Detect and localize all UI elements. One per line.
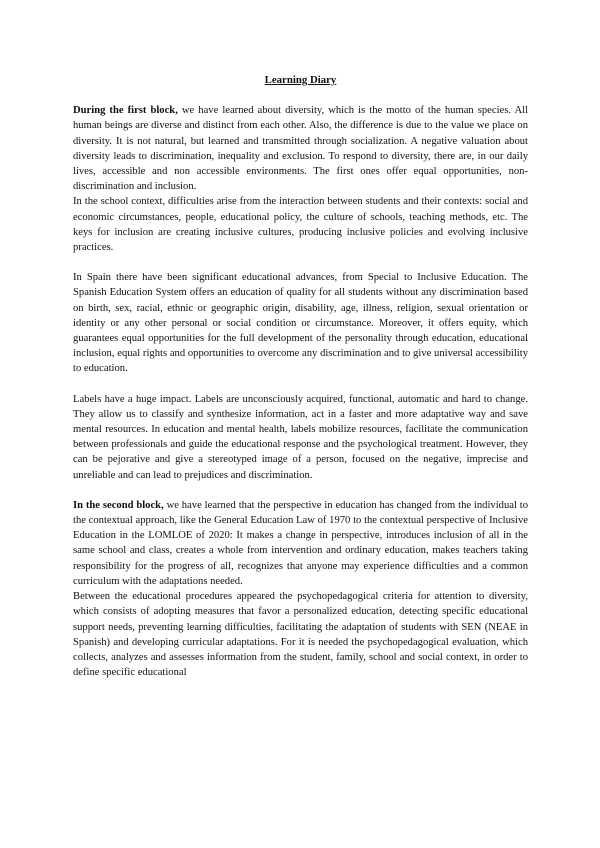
paragraph-second-block bbox=[73, 498, 528, 589]
paragraph-first-block bbox=[73, 103, 528, 194]
paragraph-school-context: In the school context, difficulties arise from the interaction between students and their contexts: social and economic circumstances, people, educational policy, the culture of schools, teaching methods, etc. The keys for inclusion are creating inclusive cultures, producing inclusive policies and evolving inclusive practices. bbox=[73, 196, 528, 254]
paragraph-labels: Labels have a huge impact. Labels are unconsciously acquired, functional, automatic and hard to change. They allow us to classify and synthesize information, act in a faster and more adaptative way and save mental resources. In education and mental health, labels mobilize resources, facilitate the communication between professionals and guide the educational response and the psychological treatment. However, they can be pejorative and give a stereotyped image of a person, focused on the negative, imprecise and unreliable and can lead to prejudices and discrimination. bbox=[73, 393, 528, 481]
document-title: Learning Diary bbox=[264, 74, 337, 86]
paragraph-gap bbox=[73, 377, 528, 392]
paragraph-gap bbox=[73, 483, 528, 498]
paragraph-text: we have learned about diversity, which is the motto of the human species. All human beings are diverse and distinct from each other. Also, the difference is due to the value we place on diversity. It is not natural, but learned and transmitted through socialization. A negative valuation about diversity leads to discrimination, inequality and exclusion. To respond to diversity, there are, in our daily lives, accessible and non accessible environments. The first ones offer equal opportunities, non-discrimination and inclusion. bbox=[73, 105, 529, 193]
paragraph-lead-second-block: In the second block, bbox=[73, 499, 164, 511]
paragraph-lead-first-block: During the first block, bbox=[73, 105, 178, 117]
document-page bbox=[73, 73, 528, 680]
paragraph-gap bbox=[73, 255, 528, 270]
paragraph-text: we have learned that the perspective in education has changed from the individual to the contextual approach, like the General Education Law of 1970 to the contextual perspective of Inclusive Education in the LOMLOE of 2020: It makes a change in perspective, introduces inclusion of all in the same school and class, creates a whole from intervention and ordinary education, makes teachers taking responsibility for the progress of all, recognizes that anyone may experience difficulties and a common curriculum with the adaptations needed. bbox=[73, 499, 529, 587]
paragraph-spain: In Spain there have been significant educational advances, from Special to Inclusive Education. The Spanish Education System offers an education of quality for all students without any discrimination based on birth, sex, racial, ethnic or geographic origin, disability, age, illness, religion, sexual orientation or identity or any other personal or social condition or circumstance. Moreover, it offers equity, which guarantees equal opportunities for the full development of the personality through education, educational inclusion, equal rights and opportunities to overcome any discrimination and to give universal accessibility to education. bbox=[73, 272, 528, 375]
paragraph-procedures: Between the educational procedures appeared the psychopedagogical criteria for attention to diversity, which consists of adopting measures that favor a personalized education, detecting specific educational support needs, preventing learning difficulties, facilitating the adaptation of students with SEN (NEAE in Spanish) and developing curricular adaptations. For it is needed the psychopedagogical evaluation, which collects, analyzes and assesses information from the student, family, school and social context, in order to define specific educational bbox=[73, 591, 528, 679]
